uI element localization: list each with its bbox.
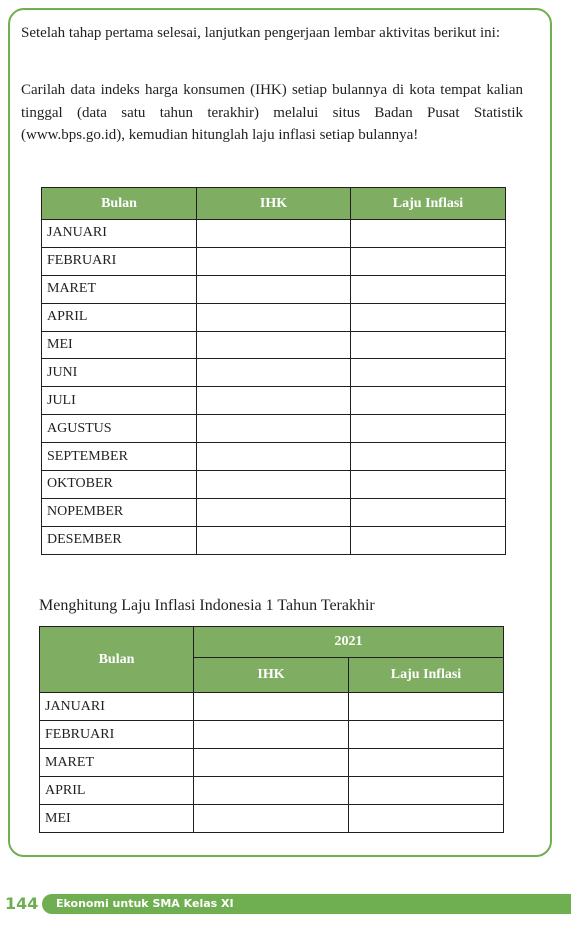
month-cell: MARET [42, 275, 197, 303]
month-cell: MEI [40, 805, 194, 833]
column-header-year: 2021 [194, 627, 504, 658]
table-row [42, 471, 506, 499]
ihk-cell[interactable] [197, 331, 351, 359]
book-title: Ekonomi untuk SMA Kelas XI [56, 897, 234, 910]
column-header-laju-inflasi: Laju Inflasi [351, 188, 506, 220]
table-row [42, 275, 506, 303]
ihk-cell[interactable] [197, 303, 351, 331]
page-footer [0, 892, 571, 916]
laju-inflasi-cell[interactable] [351, 471, 506, 499]
laju-inflasi-cell[interactable] [351, 247, 506, 275]
table-row [40, 805, 504, 833]
month-cell: APRIL [40, 777, 194, 805]
column-header-laju-inflasi: Laju Inflasi [349, 658, 504, 693]
table-row [42, 331, 506, 359]
column-header-bulan: Bulan [42, 188, 197, 220]
laju-inflasi-cell[interactable] [349, 805, 504, 833]
laju-inflasi-cell[interactable] [349, 777, 504, 805]
laju-inflasi-cell[interactable] [351, 443, 506, 471]
ihk-cell[interactable] [197, 498, 351, 526]
ihk-cell[interactable] [194, 805, 349, 833]
laju-inflasi-cell[interactable] [351, 303, 506, 331]
month-cell: MARET [40, 749, 194, 777]
table-header-row [40, 627, 504, 658]
laju-inflasi-cell[interactable] [351, 415, 506, 443]
laju-inflasi-cell[interactable] [351, 359, 506, 387]
laju-inflasi-cell[interactable] [351, 331, 506, 359]
table-row [42, 415, 506, 443]
laju-inflasi-cell[interactable] [351, 220, 506, 248]
ihk-cell[interactable] [197, 220, 351, 248]
table-row [42, 387, 506, 415]
month-cell: FEBRUARI [42, 247, 197, 275]
month-cell: JANUARI [40, 693, 194, 721]
table-row [40, 749, 504, 777]
table-row [42, 220, 506, 248]
month-cell: APRIL [42, 303, 197, 331]
month-cell: FEBRUARI [40, 721, 194, 749]
month-cell: MEI [42, 331, 197, 359]
page-number: 144 [5, 894, 39, 913]
column-header-ihk: IHK [197, 188, 351, 220]
laju-inflasi-cell[interactable] [351, 498, 506, 526]
table-row [42, 247, 506, 275]
ihk-cell[interactable] [194, 777, 349, 805]
month-cell: JULI [42, 387, 197, 415]
laju-inflasi-cell[interactable] [349, 721, 504, 749]
ihk-cell[interactable] [197, 359, 351, 387]
table-row [42, 303, 506, 331]
table-row [42, 526, 506, 554]
column-header-bulan: Bulan [40, 627, 194, 693]
month-cell: NOPEMBER [42, 498, 197, 526]
intro-paragraph: Setelah tahap pertama selesai, lanjutkan pengerjaan lembar aktivitas berikut ini: [21, 25, 500, 41]
table-row [42, 498, 506, 526]
laju-inflasi-cell[interactable] [351, 275, 506, 303]
month-cell: DESEMBER [42, 526, 197, 554]
table-header-row [42, 188, 506, 220]
ihk-cell[interactable] [197, 526, 351, 554]
month-cell: SEPTEMBER [42, 443, 197, 471]
table-row [42, 443, 506, 471]
month-cell: OKTOBER [42, 471, 197, 499]
table-row [42, 359, 506, 387]
laju-inflasi-cell[interactable] [351, 526, 506, 554]
column-header-ihk: IHK [194, 658, 349, 693]
laju-inflasi-cell[interactable] [349, 693, 504, 721]
ihk-cell[interactable] [197, 247, 351, 275]
ihk-cell[interactable] [194, 721, 349, 749]
table-row [40, 693, 504, 721]
laju-inflasi-cell[interactable] [351, 387, 506, 415]
table-row [40, 777, 504, 805]
month-cell: AGUSTUS [42, 415, 197, 443]
ihk-cell[interactable] [197, 415, 351, 443]
task-paragraph: Carilah data indeks harga konsumen (IHK) setiap bulannya di kota tempat kalian tinggal (data satu tahun terakhir) melalui situs Badan Pusat Statistik (www.bps.go.id), kemudian hitunglah laju inflasi setiap bulannya! [21, 82, 523, 143]
ihk-cell[interactable] [197, 471, 351, 499]
table-row [40, 721, 504, 749]
month-cell: JANUARI [42, 220, 197, 248]
ihk-cell[interactable] [197, 443, 351, 471]
ihk-cell[interactable] [197, 275, 351, 303]
laju-inflasi-cell[interactable] [349, 749, 504, 777]
ihk-cell[interactable] [197, 387, 351, 415]
month-cell: JUNI [42, 359, 197, 387]
table2-caption: Menghitung Laju Inflasi Indonesia 1 Tahun Terakhir [39, 597, 375, 614]
monthly-inflation-table [41, 187, 506, 555]
indonesia-inflation-table [39, 626, 504, 833]
ihk-cell[interactable] [194, 749, 349, 777]
ihk-cell[interactable] [194, 693, 349, 721]
